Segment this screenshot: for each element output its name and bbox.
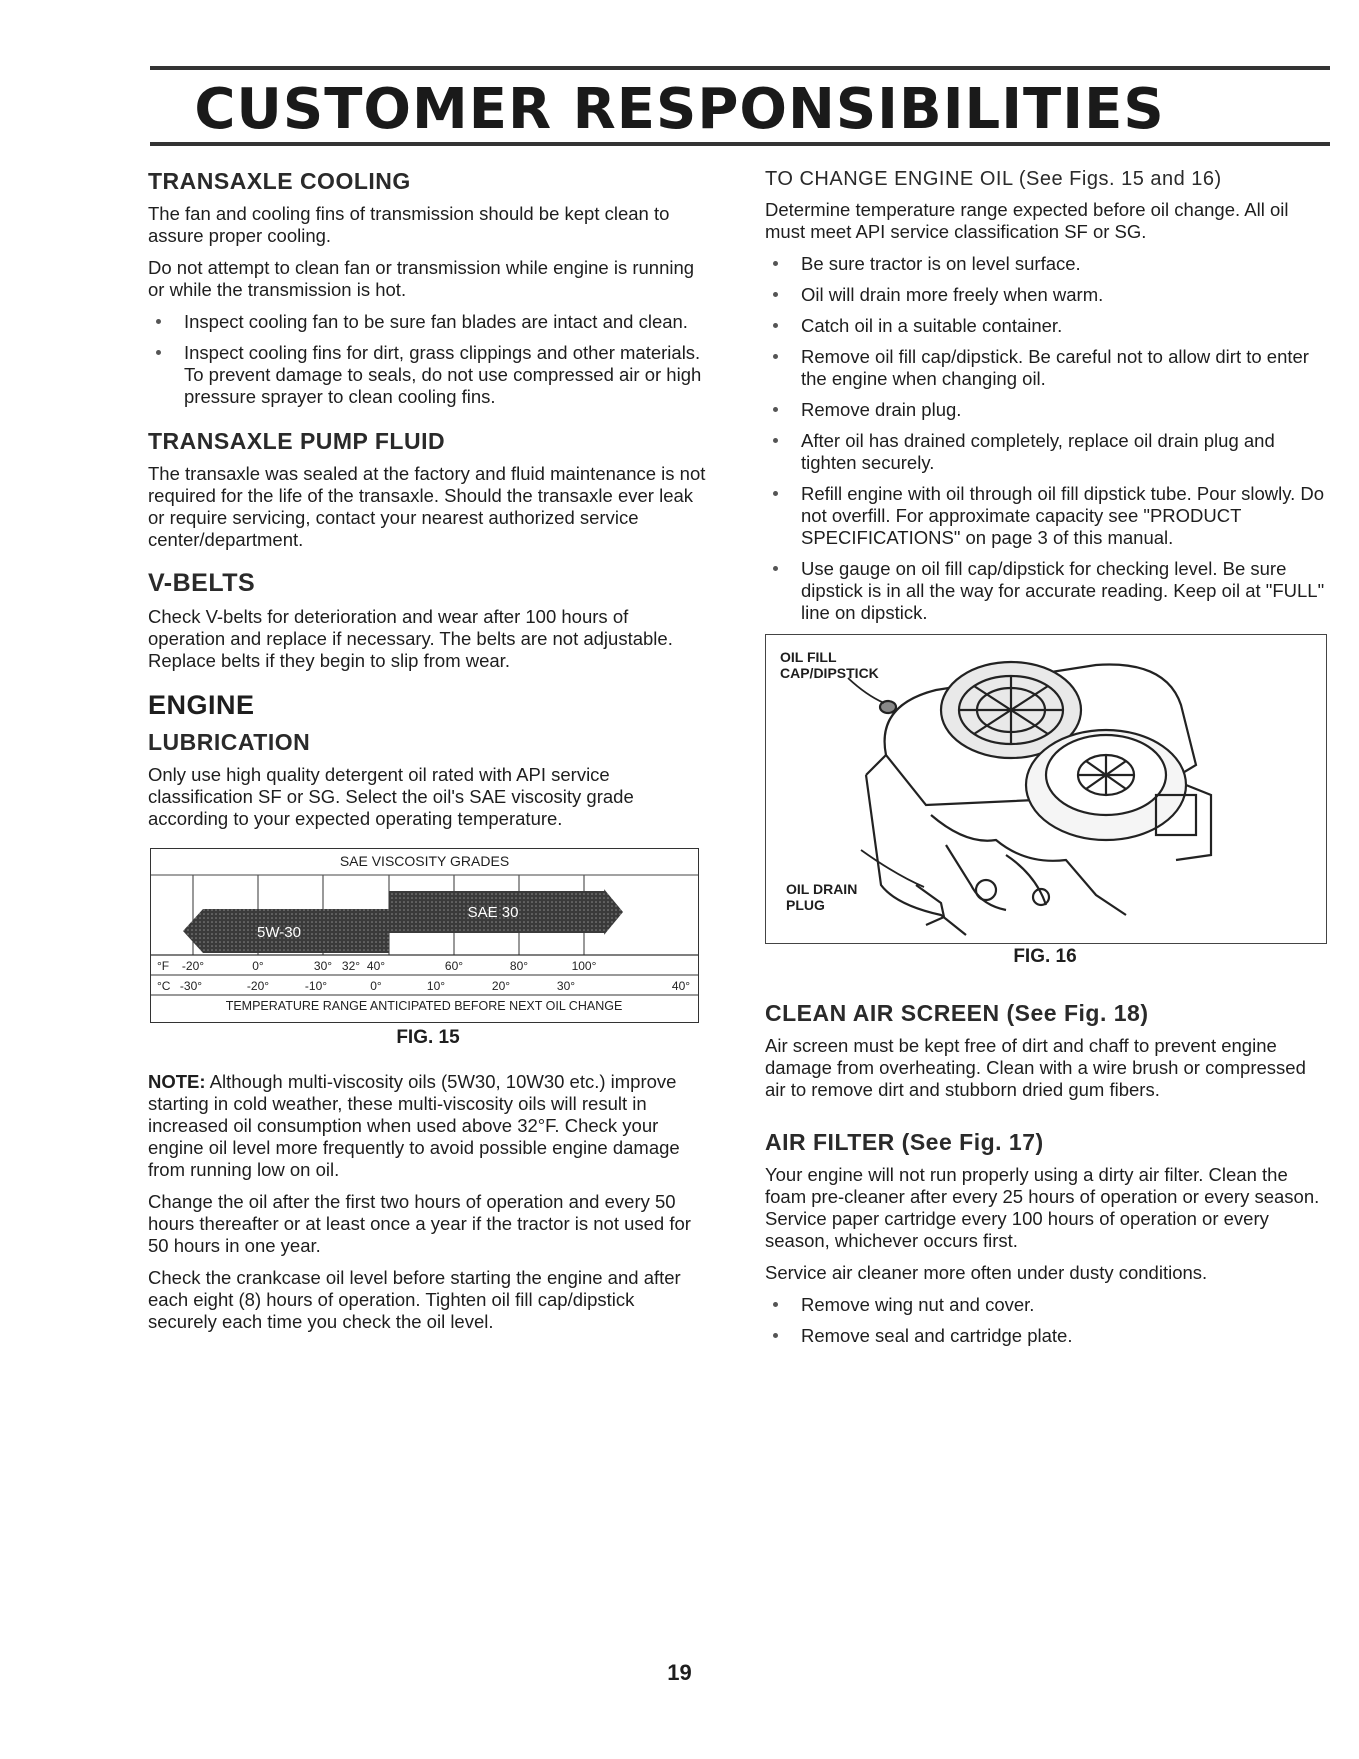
transaxle-cooling-p2: Do not attempt to clean fan or transmission while engine is running or while the transmission is hot. <box>148 257 695 300</box>
fig16-label: FIG. 16 <box>1013 946 1077 967</box>
bullet-icon <box>773 1302 778 1307</box>
list-item: Be sure tractor is on level surface. <box>765 253 1325 275</box>
c-tick: 40° <box>671 979 691 993</box>
list-item: Remove oil fill cap/dipstick. Be careful not to allow dirt to enter the engine when changing oil. <box>765 346 1325 390</box>
bullet-icon <box>773 491 778 496</box>
transaxle-cooling-heading: TRANSAXLE COOLING <box>148 168 411 194</box>
list-item: After oil has drained completely, replace oil drain plug and tighten securely. <box>765 430 1325 474</box>
list-item: Refill engine with oil through oil fill dipstick tube. Pour slowly. Do not overfill. For approximate capacity see "PRODUCT SPECIFICATIONS" on page 3 of this manual. <box>765 483 1325 549</box>
bullet-icon <box>773 566 778 571</box>
sae30-label: SAE 30 <box>467 904 519 921</box>
f-tick: -20° <box>181 959 205 973</box>
top-rule <box>150 66 1330 70</box>
oil-fill-label-1: OIL FILL <box>780 649 837 665</box>
list-item: Remove drain plug. <box>765 399 1325 421</box>
lubrication-heading: LUBRICATION <box>148 729 311 755</box>
bullet-icon <box>773 438 778 443</box>
c-tick: 0° <box>370 979 382 993</box>
list-item: Remove wing nut and cover. <box>765 1294 1325 1316</box>
page-number: 19 <box>667 1660 692 1685</box>
list-item: Oil will drain more freely when warm. <box>765 284 1325 306</box>
change-oil-list <box>765 253 1325 624</box>
left-column <box>148 168 708 1343</box>
bullet-icon <box>773 354 778 359</box>
f-tick: 60° <box>444 959 464 973</box>
viscosity-chart-title: SAE VISCOSITY GRADES <box>339 853 510 869</box>
f-unit-label: °F <box>157 959 170 973</box>
bullet-icon <box>773 292 778 297</box>
check-oil-paragraph: Check the crankcase oil level before starting the engine and after each eight (8) hours of operation. Tighten oil fill cap/dipstick securely each time you check the oil level. <box>148 1267 681 1332</box>
c-tick: -30° <box>179 979 203 993</box>
list-item: Remove seal and cartridge plate. <box>765 1325 1325 1347</box>
change-oil-paragraph: Change the oil after the first two hours of operation and every 50 hours thereafter or at least once a year if the tractor is not used for 50 hours in one year. <box>148 1191 691 1256</box>
change-oil-heading: TO CHANGE ENGINE OIL (See Figs. 15 and 16) <box>765 168 1222 190</box>
c-tick: -20° <box>246 979 270 993</box>
vbelts-heading: V-BELTS <box>148 569 256 597</box>
pump-fluid-heading: TRANSAXLE PUMP FLUID <box>148 428 446 454</box>
title-rule <box>150 142 1330 146</box>
transaxle-cooling-p1: The fan and cooling fins of transmission should be kept clean to assure proper cooling. <box>148 203 670 246</box>
oil-fill-label-2: CAP/DIPSTICK <box>780 665 879 681</box>
list-item: Catch oil in a suitable container. <box>765 315 1325 337</box>
list-item: Inspect cooling fan to be sure fan blades are intact and clean. <box>148 311 708 333</box>
f-tick: 0° <box>252 959 264 973</box>
f-tick: 30° <box>313 959 333 973</box>
f-tick: 32° <box>341 959 361 973</box>
list-item: Inspect cooling fins for dirt, grass clippings and other materials. To prevent damage to seals, do not use compressed air or high pressure sprayer to clean cooling fins. <box>148 342 708 408</box>
change-oil-p1: Determine temperature range expected before oil change. All oil must meet API service classification SF or SG. <box>765 199 1289 242</box>
air-filter-list <box>765 1294 1325 1347</box>
note-paragraph: NOTE: Although multi-viscosity oils (5W30, 10W30 etc.) improve starting in cold weather, these multi-viscosity oils will result in increased oil consumption when used above 32°F. Check your engine oil level more frequently to avoid possible engine damage from running low on oil. <box>148 1071 680 1180</box>
oil-drain-label-2: PLUG <box>786 897 825 913</box>
bullet-icon <box>773 407 778 412</box>
bullet-icon <box>156 350 161 355</box>
engine-heading: ENGINE <box>148 690 255 720</box>
f-tick: 80° <box>509 959 529 973</box>
c-unit-label: °C <box>157 979 171 993</box>
c-tick: 30° <box>556 979 576 993</box>
oil-drain-label-1: OIL DRAIN <box>786 881 858 897</box>
lubrication-p1: Only use high quality detergent oil rated with API service classification SF or SG. Select the oil's SAE viscosity grade according to your expected operating temperature. <box>148 764 634 829</box>
bullet-icon <box>773 1333 778 1338</box>
right-column <box>765 168 1325 1357</box>
viscosity-chart <box>150 848 699 1023</box>
page-title: CUSTOMER RESPONSIBILITIES <box>194 77 1165 142</box>
vbelts-p1: Check V-belts for deterioration and wear after 100 hours of operation and replace if necessary. The belts are not adjustable. Replace belts if they begin to slip from wear. <box>148 606 673 671</box>
c-tick: 20° <box>491 979 511 993</box>
air-filter-heading: AIR FILTER (See Fig. 17) <box>765 1129 1044 1155</box>
viscosity-chart-graphic <box>151 849 698 1022</box>
f-tick: 100° <box>571 959 597 973</box>
pump-fluid-p1: The transaxle was sealed at the factory and fluid maintenance is not required for the life of the transaxle. Should the transaxle ever leak or require servicing, contact your nearest authorized service center/department. <box>148 463 706 550</box>
air-screen-heading: CLEAN AIR SCREEN (See Fig. 18) <box>765 1000 1149 1026</box>
c-tick: -10° <box>304 979 328 993</box>
air-filter-p2: Service air cleaner more often under dusty conditions. <box>765 1262 1208 1283</box>
transaxle-cooling-list <box>148 311 708 408</box>
bullet-icon <box>156 319 161 324</box>
bullet-icon <box>773 323 778 328</box>
bullet-icon <box>773 261 778 266</box>
f-tick: 40° <box>366 959 386 973</box>
fig15-label: FIG. 15 <box>396 1027 460 1048</box>
air-filter-p1: Your engine will not run properly using a dirty air filter. Clean the foam pre-cleaner after every 25 hours of operation or every season. Service paper cartridge every 100 hours of operation or every season, whichever occurs first. <box>765 1164 1320 1251</box>
5w30-label: 5W-30 <box>257 924 301 941</box>
c-tick: 10° <box>426 979 446 993</box>
list-item: Use gauge on oil fill cap/dipstick for checking level. Be sure dipstick is in all the way for accurate reading. Keep oil at "FULL" line on dipstick. <box>765 558 1325 624</box>
chart-caption: TEMPERATURE RANGE ANTICIPATED BEFORE NEXT OIL CHANGE <box>225 999 623 1013</box>
air-screen-p1: Air screen must be kept free of dirt and chaff to prevent engine damage from overheating. Clean with a wire brush or compressed air to remove dirt and stubborn dried gum fibers. <box>765 1035 1306 1100</box>
engine-illustration <box>765 634 1327 944</box>
note-label: NOTE: <box>148 1071 206 1092</box>
